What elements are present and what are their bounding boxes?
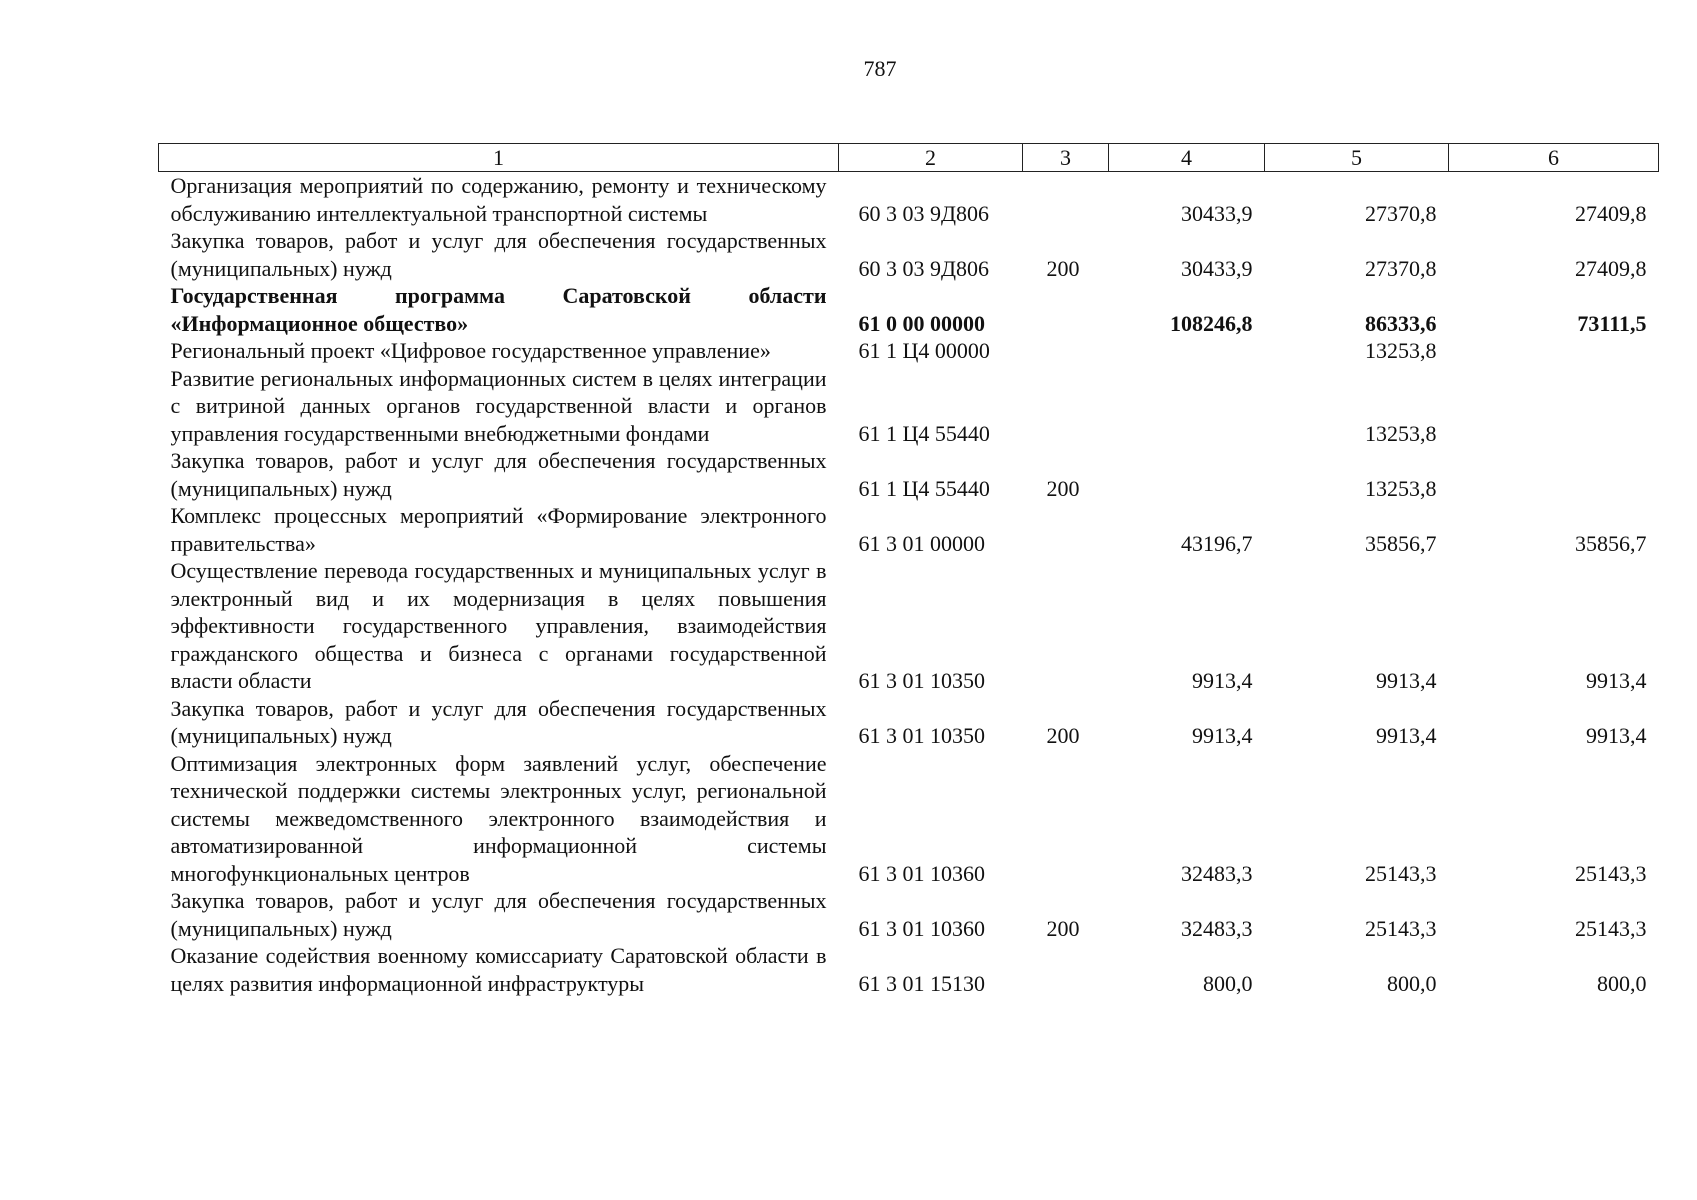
header-row [159,144,1659,172]
table-row [159,447,1659,502]
amount-col-6: 800,0 [1597,970,1647,996]
item-name: Закупка товаров, работ и услуг для обеспечения государственных (муниципальных) нужд [170,228,827,281]
amount-col-6 [1449,337,1659,365]
table-row [159,282,1659,337]
amount-col-6: 27409,8 [1575,200,1647,226]
column-header-2: 2 [839,144,1023,172]
expense-type [1023,750,1109,888]
amount-col-5: 25143,3 [1365,915,1437,941]
table-row [159,557,1659,695]
table-row [159,227,1659,282]
expense-type: 200 [1046,255,1080,281]
column-header-6: 6 [1449,144,1659,172]
amount-col-5: 800,0 [1387,970,1437,996]
table-row [159,502,1659,557]
amount-col-4: 32483,3 [1181,915,1253,941]
target-code: 61 3 01 10350 [858,723,985,748]
table-row [159,750,1659,888]
page-number: 787 [863,56,897,81]
expense-type: 200 [1046,915,1080,941]
column-header-4: 4 [1109,144,1265,172]
expense-type [1023,502,1109,557]
item-name: Развитие региональных информационных систем в целях интеграции с витриной данных органов государственной власти и органов управления государственными внебюджетными фондами [170,365,827,446]
amount-col-6 [1449,447,1659,502]
expense-type [1023,282,1109,337]
amount-col-4 [1109,365,1265,448]
amount-col-5: 13253,8 [1365,338,1437,363]
amount-col-4: 30433,9 [1181,200,1253,226]
target-code: 61 1 Ц4 55440 [858,420,990,446]
amount-col-5: 35856,7 [1365,530,1437,556]
amount-col-5: 9913,4 [1376,723,1437,748]
budget-table [158,143,1659,997]
expense-type [1023,365,1109,448]
amount-col-4 [1109,337,1265,365]
expense-type [1023,337,1109,365]
amount-col-4: 9913,4 [1192,723,1253,748]
expense-type [1023,942,1109,997]
column-header-5: 5 [1265,144,1449,172]
column-header-1: 1 [159,144,839,172]
table-row [159,942,1659,997]
item-name: Закупка товаров, работ и услуг для обеспечения государственных (муниципальных) нужд [170,695,827,748]
amount-col-5: 27370,8 [1365,255,1437,281]
target-code: 60 3 03 9Д806 [858,200,990,226]
amount-col-4: 32483,3 [1181,860,1253,886]
target-code: 61 0 00 00000 [858,310,985,336]
target-code: 61 1 Ц4 55440 [858,475,990,501]
amount-col-4: 43196,7 [1181,530,1253,556]
target-code: 61 1 Ц4 00000 [858,338,990,363]
column-header-3: 3 [1023,144,1109,172]
amount-col-4 [1109,447,1265,502]
target-code: 61 3 01 00000 [858,530,985,556]
budget-table-container [158,143,1658,997]
table-row [159,695,1659,750]
amount-col-6: 25143,3 [1575,860,1647,886]
amount-col-6: 9913,4 [1586,668,1647,693]
amount-col-4: 30433,9 [1181,255,1253,281]
amount-col-6: 35856,7 [1575,530,1647,556]
table-header [159,144,1659,172]
amount-col-4: 108246,8 [1170,310,1253,336]
amount-col-5: 27370,8 [1365,200,1437,226]
table-row [159,337,1659,365]
expense-type: 200 [1046,475,1080,501]
item-name: Закупка товаров, работ и услуг для обеспечения государственных (муниципальных) нужд [170,888,827,941]
amount-col-6: 73111,5 [1577,310,1647,336]
target-code: 61 3 01 10360 [858,860,985,886]
amount-col-6: 25143,3 [1575,915,1647,941]
target-code: 60 3 03 9Д806 [858,255,990,281]
table-row [159,887,1659,942]
expense-type: 200 [1046,723,1080,748]
item-name: Осуществление перевода государственных и муниципальных услуг в электронный вид и их модернизация в целях повышения эффективности государственного управления, взаимодействия гражданского общества и бизнеса с органами государственной власти области [170,558,827,693]
target-code: 61 3 01 10350 [858,668,985,693]
table-body [159,172,1659,998]
amount-col-5: 13253,8 [1365,420,1437,446]
item-name: Региональный проект «Цифровое государственное управление» [170,338,771,363]
amount-col-5: 25143,3 [1365,860,1437,886]
amount-col-6: 27409,8 [1575,255,1647,281]
item-name: Организация мероприятий по содержанию, ремонту и техническому обслуживанию интеллектуальной транспортной системы [170,173,827,226]
item-name: Государственная программа Саратовской области «Информационное общество» [170,283,827,336]
target-code: 61 3 01 10360 [858,915,985,941]
item-name: Оптимизация электронных форм заявлений услуг, обеспечение технической поддержки системы электронных услуг, региональной системы межведомственного электронного взаимодействия и автоматизированной информационной системы многофункциональных центров [170,750,827,886]
expense-type [1023,172,1109,228]
amount-col-4: 800,0 [1203,970,1253,996]
table-row [159,365,1659,448]
amount-col-6 [1449,365,1659,448]
amount-col-4: 9913,4 [1192,668,1253,693]
table-row [159,172,1659,228]
item-name: Закупка товаров, работ и услуг для обеспечения государственных (муниципальных) нужд [170,448,827,501]
amount-col-5: 9913,4 [1376,668,1437,693]
amount-col-5: 86333,6 [1365,310,1437,336]
item-name: Оказание содействия военному комиссариату Саратовской области в целях развития информационной инфраструктуры [170,943,827,996]
target-code: 61 3 01 15130 [858,970,985,996]
item-name: Комплекс процессных мероприятий «Формирование электронного правительства» [170,503,827,556]
expense-type [1023,557,1109,695]
amount-col-5: 13253,8 [1365,475,1437,501]
amount-col-6: 9913,4 [1586,723,1647,748]
